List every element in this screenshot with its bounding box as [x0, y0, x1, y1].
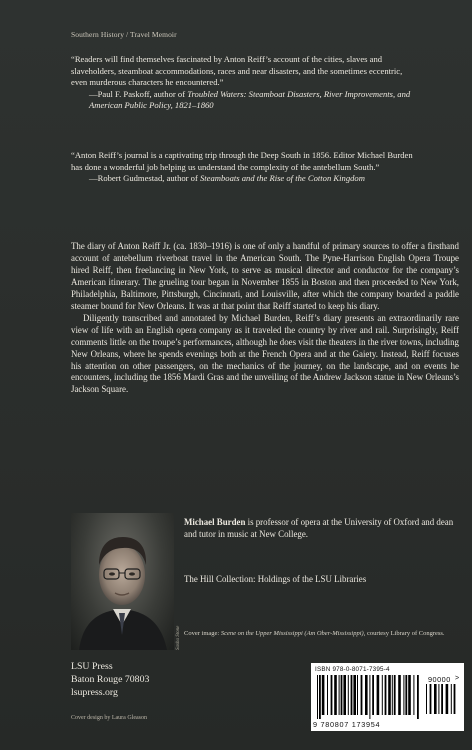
barcode-bar [434, 684, 437, 714]
description-paragraph-2: Diligently transcribed and annotated by Michael Burden, Reiff’s diary presents an extraordinarily rare view of life with an English opera company as it traveled the country by river and rail. Surprisingly, Reiff comments little on the troupe’s performances, although he does visit the theaters in the river towns, including New Orleans, where he spends evenings both at the French Opera and at the Gaiety. Instead, Reiff focuses his attention on other passengers, on the mechanics of the journey, on the landscape, and on events he encounters, including the 1856 Mardi Gras and the unveiling of the Andrew Jackson statue in New Orleans’s Jackson Square. [71, 312, 459, 395]
barcode-bar [413, 675, 414, 715]
barcode-bar [438, 684, 439, 714]
isbn-barcode [311, 663, 464, 731]
cover-image-suffix: , courtesy Library of Congress. [363, 630, 445, 637]
blurb-attribution [89, 89, 416, 112]
barcode-bar [394, 675, 396, 715]
barcode-bar [372, 675, 374, 715]
publisher-name: LSU Press [71, 661, 113, 672]
barcode-bar [446, 684, 449, 714]
barcode-bar [382, 675, 383, 715]
barcode-bar [426, 684, 427, 714]
publisher-url: lsupress.org [71, 687, 118, 699]
barcode-bar [430, 684, 432, 714]
author-bio-text: is professor of opera at the University of Oxford and dean and tutor in music at New College. [184, 517, 454, 539]
quiet-zone-arrow: > [455, 675, 460, 682]
barcode-bar [377, 675, 380, 715]
barcode-bar [408, 675, 411, 715]
barcode-bar [365, 675, 368, 715]
barcode-bar [417, 675, 419, 719]
cover-image-prefix: Cover image: [184, 630, 221, 637]
barcode-bar [317, 675, 318, 719]
barcode-bar [348, 675, 349, 715]
series-collection: The Hill Collection: Holdings of the LSU Libraries [184, 574, 367, 584]
addon-barcode-bars [426, 684, 456, 728]
barcode-bar [454, 684, 456, 714]
barcode-bar [343, 675, 346, 715]
barcode-bar [405, 675, 407, 715]
barcode-bar [392, 675, 393, 715]
category-label: Southern History / Travel Memoir [71, 30, 177, 39]
barcode-bar [369, 675, 370, 719]
blurb-quote-text: “Anton Reiff’s journal is a captivating trip through the Deep South in 1856. Editor Michael Burden has done a wonderful job helping us understand the complexity of the antebellum South.” [71, 150, 413, 172]
price-code: 90000 [428, 675, 451, 684]
attribution-author: —Robert Gudmestad, author of [89, 173, 200, 184]
barcode-bar [385, 675, 387, 715]
barcode-bar [451, 684, 452, 714]
blurb-attribution [89, 173, 416, 185]
publisher-city: Baton Rouge 70803 [71, 674, 150, 686]
barcode-bar [341, 675, 343, 715]
ean-barcode-bars [317, 675, 421, 719]
author-portrait-image [71, 513, 174, 650]
blurb-quote-1 [71, 54, 416, 112]
blurb-quote-text: “Readers will find themselves fascinated by Anton Reiff’s account of the cities, slaves and slaveholders, steamboat accommodations, races and near disasters, and the sometimes eccentric, even murderous characters he encountered.” [71, 54, 403, 88]
barcode-bar [322, 675, 325, 715]
author-photo [71, 513, 174, 650]
barcode-bar [403, 675, 404, 715]
barcode-bar [361, 675, 363, 715]
cover-design-credit: Cover design by Laura Gleason [71, 715, 147, 721]
author-bio [184, 516, 459, 540]
attribution-author: —Paul F. Paskoff, author of [89, 88, 188, 99]
barcode-number: 9 780807 173954 [313, 720, 381, 729]
blurb-quote-2 [71, 150, 416, 185]
barcode-bar [327, 675, 328, 715]
attribution-title: Steamboats and the Rise of the Cotton Kingdom [199, 173, 365, 184]
barcode-bar [388, 675, 391, 715]
book-description [71, 241, 459, 396]
photo-credit: Sasha Stone [176, 625, 181, 650]
cover-image-credit [184, 630, 454, 639]
barcode-bar [319, 675, 321, 719]
barcode-bar [334, 675, 337, 715]
barcode-bar [339, 675, 340, 715]
isbn-label: ISBN 978-0-8071-7395-4 [315, 666, 390, 673]
author-name: Michael Burden [184, 517, 246, 527]
cover-image-title: Scene on the Upper Mississippi (Am Ober-Mississippi) [220, 630, 364, 637]
barcode-bar [351, 675, 353, 715]
barcode-bar [398, 675, 401, 715]
description-paragraph-1: The diary of Anton Reiff Jr. (ca. 1830–1916) is one of only a handful of primary sources to offer a firsthand account of antebellum riverboat travel in the American South. The Pyne-Harrison English Opera Troupe hired Reiff, then freelancing in New York, to serve as musical director and conductor for the company’s American itinerary. The grueling tour began in November 1855 in Boston and then proceeded to New York, Philadelphia, Baltimore, Pittsburgh, Cincinnati, and Louisville, after which the company boarded a paddle steamer bound for New Orleans. It was at that point that Reiff started to keep his diary. [71, 241, 459, 311]
publisher-block [71, 660, 149, 700]
barcode-bar [357, 675, 358, 715]
barcode-bar [353, 675, 356, 715]
attribution-title: Troubled Waters: Steamboat Disasters, River Improvements, and American Public Policy, 1821–1860 [89, 88, 411, 111]
barcode-bar [441, 684, 443, 714]
barcode-bar [331, 675, 333, 715]
